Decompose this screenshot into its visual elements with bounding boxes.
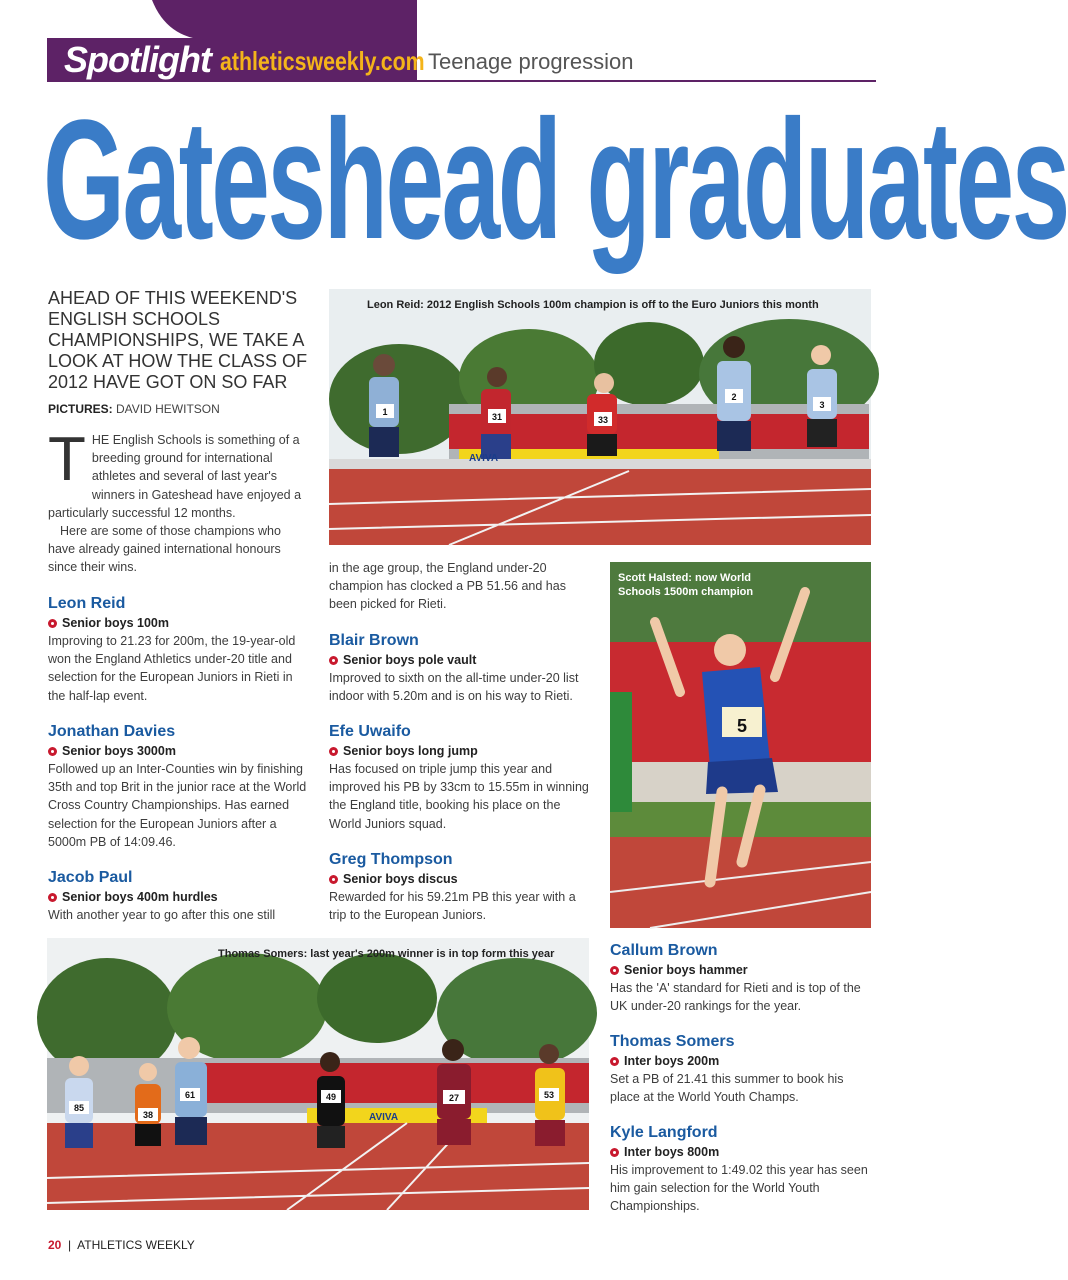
intro-text — [48, 425, 310, 577]
athlete-entry — [329, 631, 591, 705]
bib-number: 27 — [448, 1093, 460, 1103]
bib-number: 2 — [731, 392, 737, 402]
bullet-icon — [48, 619, 57, 628]
page-number: 20 — [48, 1238, 62, 1252]
athlete-entry — [610, 941, 872, 1015]
athlete-name: Leon Reid — [48, 595, 126, 612]
athlete-name: Jonathan Davies — [48, 723, 176, 740]
athlete-text: Improving to 21.23 for 200m, the 19-year-old won the England Athletics under-20 title and selection for the European Juniors in Rieti in the half-lap event. — [48, 634, 296, 703]
bib-number: 53 — [543, 1090, 555, 1100]
bullet-icon — [48, 893, 57, 902]
photo-sprint-finish — [329, 289, 871, 545]
publication-name: ATHLETICS WEEKLY — [77, 1238, 195, 1252]
credit-name: DAVID HEWITSON — [116, 402, 220, 416]
athlete-text: Set a PB of 21.41 this summer to book his place at the World Youth Champs. — [610, 1072, 844, 1105]
bullet-icon — [610, 1057, 619, 1066]
page-footer: 20 | ATHLETICS WEEKLY — [48, 1238, 195, 1252]
athlete-name: Jacob Paul — [48, 869, 133, 886]
athlete-text: Has focused on triple jump this year and improved his PB by 33cm to 15.55m in winning the England title, booking his place on the World Juniors squad. — [329, 762, 589, 831]
photo-caption — [618, 571, 753, 599]
athlete-entry — [48, 722, 310, 851]
athlete-text: His improvement to 1:49.02 this year has seen him gain selection for the World Youth Championships. — [610, 1163, 868, 1214]
photo-caption: Thomas Somers: last year's 200m winner is in top form this year — [218, 948, 555, 960]
bib-number: 49 — [325, 1092, 337, 1102]
drop-cap: T — [48, 425, 86, 494]
standfirst: AHEAD OF THIS WEEKEND'S ENGLISH SCHOOLS CHAMPIONSHIPS, WE TAKE A LOOK AT HOW THE CLASS OF 2012 HAVE GOT ON SO FAR — [48, 288, 308, 392]
athlete-entry — [610, 1123, 872, 1216]
caption-line: Schools 1500m champion — [618, 586, 754, 598]
athlete-event — [329, 651, 591, 669]
photo-200m-race — [47, 938, 589, 1210]
event-label: Inter boys 200m — [624, 1054, 720, 1068]
athlete-event — [48, 614, 310, 632]
athlete-event — [610, 1143, 872, 1161]
athlete-name: Kyle Langford — [610, 1124, 718, 1141]
athlete-name: Thomas Somers — [610, 1033, 735, 1050]
event-label: Senior boys 100m — [62, 616, 169, 630]
athlete-entry — [329, 850, 591, 924]
athlete-text: Followed up an Inter-Counties win by finishing 35th and top Brit in the junior race at the World Cross Country Championships. Has earned selection for the European Juniors after a 5000m PB of 14:09.46. — [48, 762, 307, 849]
athlete-name: Blair Brown — [329, 632, 419, 649]
photo-halsted-art — [610, 562, 871, 928]
header-rule — [417, 80, 876, 82]
athlete-text-continued: in the age group, the England under-20 champion has clocked a PB 51.56 and has been picked for Rieti. — [329, 561, 566, 612]
intro-paragraph-2: Here are some of those champions who have already gained international honours since their wins. — [48, 524, 281, 575]
athlete-event — [610, 961, 872, 979]
athlete-text: Improved to sixth on the all-time under-20 list indoor with 5.20m and is on his way to Rieti. — [329, 671, 579, 704]
event-label: Senior boys discus — [343, 872, 458, 886]
photo-200m-race-art — [47, 938, 589, 1210]
bib-number: 5 — [736, 716, 748, 736]
athlete-entry — [48, 868, 310, 924]
bib-number: 61 — [184, 1090, 196, 1100]
athlete-entry — [329, 722, 591, 833]
photo-sprint-finish-art — [329, 289, 871, 545]
event-label: Senior boys 3000m — [62, 744, 176, 758]
section-spotlight-label: Spotlight — [64, 39, 211, 80]
bib-number: 38 — [142, 1110, 154, 1120]
bib-number: 33 — [597, 415, 609, 425]
photo-credit — [48, 402, 220, 416]
bib-number: 3 — [819, 400, 825, 410]
bullet-icon — [610, 1148, 619, 1157]
section-title: Teenage progression — [428, 49, 634, 74]
bib-number: 85 — [73, 1103, 85, 1113]
credit-label: PICTURES: — [48, 402, 113, 416]
athlete-name: Greg Thompson — [329, 851, 453, 868]
photo-halsted — [610, 562, 871, 928]
athlete-name: Efe Uwaifo — [329, 723, 411, 740]
sponsor-board: AVIVA — [369, 1112, 399, 1123]
site-url[interactable]: athleticsweekly.com — [220, 46, 425, 76]
bib-number: 31 — [491, 412, 503, 422]
event-label: Inter boys 800m — [624, 1145, 720, 1159]
athlete-name: Callum Brown — [610, 942, 718, 959]
intro-paragraph-1: HE English Schools is something of a breeding ground for international athletes and several of last year's winners in Gateshead have enjoyed a particularly successful 12 months. — [48, 433, 302, 520]
bib-number: 1 — [382, 407, 388, 417]
header-tab-shape — [47, 0, 417, 40]
caption-line: Scott Halsted: now World — [618, 572, 752, 584]
athlete-event — [329, 870, 591, 888]
athlete-event — [610, 1052, 872, 1070]
bullet-icon — [329, 875, 338, 884]
event-label: Senior boys 400m hurdles — [62, 890, 218, 904]
athlete-text: With another year to go after this one still — [48, 908, 276, 922]
page-headline: Gateshead graduates — [43, 85, 1068, 275]
event-label: Senior boys pole vault — [343, 653, 477, 667]
bullet-icon — [329, 656, 338, 665]
event-label: Senior boys hammer — [624, 963, 748, 977]
athlete-event — [48, 888, 310, 906]
bullet-icon — [329, 747, 338, 756]
bullet-icon — [48, 747, 57, 756]
athlete-entry — [48, 594, 310, 705]
athlete-event — [329, 742, 591, 760]
bullet-icon — [610, 966, 619, 975]
athlete-text: Has the 'A' standard for Rieti and is top of the UK under-20 rankings for the year. — [610, 981, 861, 1014]
athlete-entry — [610, 1032, 872, 1106]
photo-caption: Leon Reid: 2012 English Schools 100m champion is off to the Euro Juniors this month — [367, 299, 819, 311]
athlete-event — [48, 742, 310, 760]
event-label: Senior boys long jump — [343, 744, 478, 758]
sponsor-board: AVIVA — [469, 453, 499, 464]
athlete-text: Rewarded for his 59.21m PB this year with a trip to the European Juniors. — [329, 890, 576, 923]
